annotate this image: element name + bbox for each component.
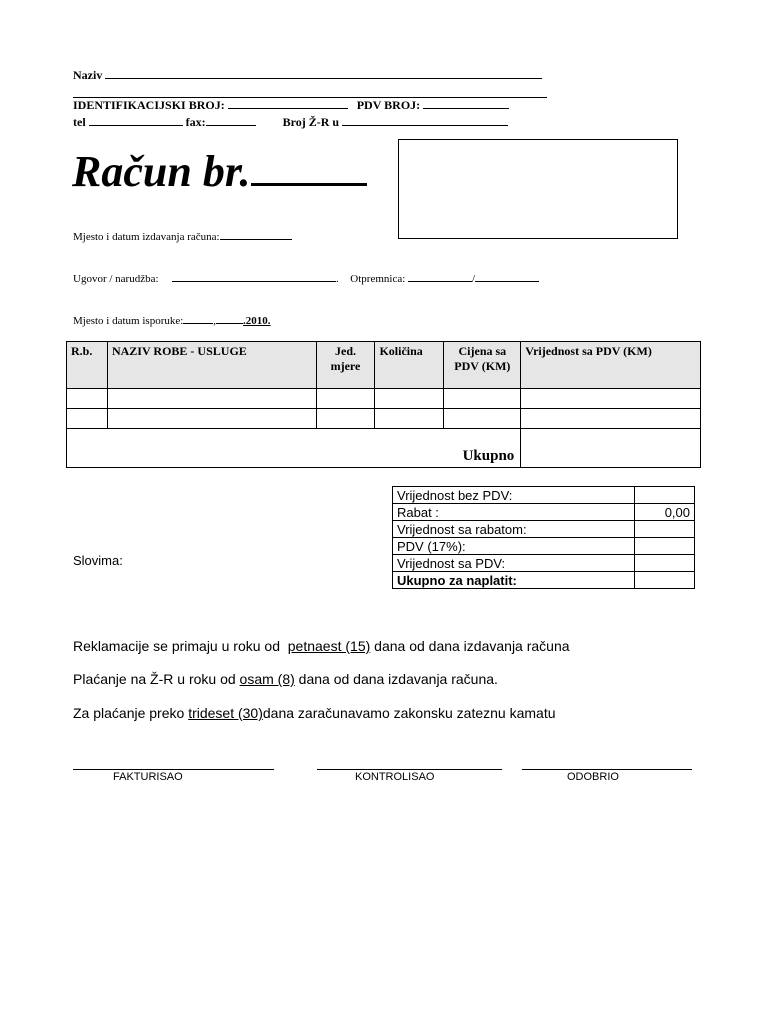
totals-value[interactable] <box>635 555 695 572</box>
term-1-underlined: petnaest (15) <box>287 638 371 654</box>
pdv-label: PDV BROJ: <box>356 98 421 112</box>
signature-label-odobrio: ODOBRIO <box>567 771 619 783</box>
items-table <box>66 341 701 468</box>
table-cell[interactable] <box>375 389 444 409</box>
zr-field[interactable] <box>342 115 508 126</box>
term-3-post: dana zaračunavamo zakonsku zateznu kamatu <box>262 705 556 721</box>
table-cell[interactable] <box>316 409 375 429</box>
table-cell[interactable] <box>67 389 108 409</box>
fax-label: fax: <box>185 115 206 129</box>
id-label: IDENTIFIKACIJSKI BROJ: <box>73 98 225 112</box>
table-cell[interactable] <box>107 409 316 429</box>
isporuka-field-2[interactable] <box>216 313 243 324</box>
fax-field[interactable] <box>206 115 256 126</box>
col-header-jed-mjere: Jed. mjere <box>316 342 375 389</box>
tel-label: tel <box>73 115 86 129</box>
ugovor-field[interactable] <box>172 271 336 282</box>
totals-value[interactable] <box>635 572 695 589</box>
signature-line-kontrolisao[interactable] <box>317 769 502 770</box>
otpremnica-field-2[interactable] <box>475 271 539 282</box>
table-cell[interactable] <box>521 409 701 429</box>
col-header-rb: R.b. <box>67 342 108 389</box>
contact-line <box>73 115 508 130</box>
totals-value[interactable] <box>635 487 695 504</box>
totals-row <box>393 521 695 538</box>
totals-row <box>393 572 695 589</box>
zr-label: Broj Ž-R u <box>282 115 340 129</box>
term-1-pre: Reklamacije se primaju u roku od <box>73 638 280 654</box>
table-cell[interactable] <box>375 409 444 429</box>
ukupno-value-cell[interactable] <box>521 429 701 468</box>
isporuka-label: Mjesto i datum isporuke: <box>73 315 184 327</box>
otpremnica-label: Otpremnica: <box>350 273 406 285</box>
col-header-kolicina: Količina <box>375 342 444 389</box>
isporuka-field-1[interactable] <box>183 313 213 324</box>
totals-row <box>393 555 695 572</box>
totals-label: Vrijednost sa rabatom: <box>393 521 635 538</box>
table-cell[interactable] <box>521 389 701 409</box>
term-3-pre: Za plaćanje preko <box>73 705 185 721</box>
totals-value[interactable] <box>635 521 695 538</box>
signature-line-fakturisao[interactable] <box>73 769 274 770</box>
term-2-underlined: osam (8) <box>239 671 295 687</box>
term-2-post: dana od dana izdavanja računa. <box>298 671 498 687</box>
totals-label: PDV (17%): <box>393 538 635 555</box>
table-cell[interactable] <box>444 389 521 409</box>
table-cell[interactable] <box>107 389 316 409</box>
totals-label: Rabat : <box>393 504 635 521</box>
table-cell[interactable] <box>316 389 375 409</box>
signature-label-kontrolisao: KONTROLISAO <box>355 771 435 783</box>
ukupno-label: Ukupno <box>67 429 521 468</box>
tel-field[interactable] <box>89 115 183 126</box>
table-cell[interactable] <box>444 409 521 429</box>
totals-value[interactable]: 0,00 <box>635 504 695 521</box>
term-reklamacije <box>73 638 570 654</box>
term-3-underlined: trideset (30) <box>188 705 263 721</box>
naziv-label: Naziv <box>73 68 103 82</box>
totals-table <box>392 486 695 589</box>
totals-label-final: Ukupno za naplatit: <box>393 572 635 589</box>
totals-row <box>393 487 695 504</box>
col-header-cijena: Cijena sa PDV (KM) <box>444 342 521 389</box>
signature-label-fakturisao: FAKTURISAO <box>113 771 183 783</box>
otpremnica-field-1[interactable] <box>408 271 472 282</box>
col-header-naziv: NAZIV ROBE - USLUGE <box>107 342 316 389</box>
totals-row <box>393 504 695 521</box>
invoice-title <box>72 146 367 197</box>
term-2-pre: Plaćanje na Ž-R u roku od <box>73 671 236 687</box>
mjesto-izdavanja-label: Mjesto i datum izdavanja računa: <box>73 231 220 243</box>
term-placanje <box>73 671 498 687</box>
table-row <box>67 389 701 409</box>
ugovor-label: Ugovor / narudžba: <box>73 273 159 285</box>
term-1-post: dana od dana izdavanja računa <box>374 638 570 654</box>
id-line <box>73 98 509 113</box>
totals-label: Vrijednost bez PDV: <box>393 487 635 504</box>
term-kamata <box>73 705 556 721</box>
invoice-title-text: Račun br. <box>72 147 251 196</box>
id-field[interactable] <box>228 98 348 109</box>
slovima-label: Slovima: <box>73 553 123 568</box>
ugovor-line: Ugovor / narudžba: . Otpremnica: / <box>73 271 539 285</box>
isporuka-line: Mjesto i datum isporuke: , .2010. <box>73 315 271 327</box>
mjesto-izdavanja-line <box>73 229 292 243</box>
totals-label: Vrijednost sa PDV: <box>393 555 635 572</box>
signature-line-odobrio[interactable] <box>522 769 692 770</box>
table-row <box>67 409 701 429</box>
invoice-number-field[interactable] <box>251 149 367 186</box>
isporuka-year: .2010. <box>243 315 271 327</box>
pdv-field[interactable] <box>423 98 509 109</box>
table-header-row <box>67 342 701 389</box>
totals-row <box>393 538 695 555</box>
totals-value[interactable] <box>635 538 695 555</box>
table-cell[interactable] <box>67 409 108 429</box>
naziv-line <box>73 68 542 83</box>
naziv-field[interactable] <box>105 68 542 79</box>
mjesto-izdavanja-field[interactable] <box>220 229 292 240</box>
stamp-box <box>398 139 678 239</box>
col-header-vrijednost: Vrijednost sa PDV (KM) <box>521 342 701 389</box>
total-row <box>67 429 701 468</box>
